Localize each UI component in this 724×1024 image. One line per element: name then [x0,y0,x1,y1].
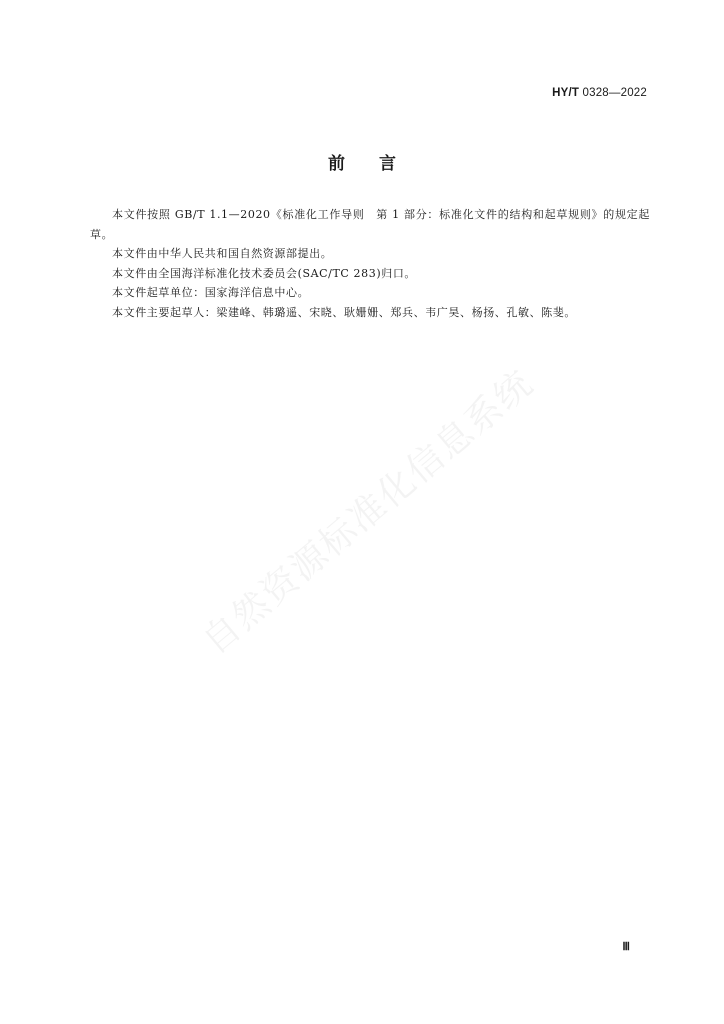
page-number: Ⅲ [622,941,630,953]
paragraph-drafting-rules: 本文件按照 GB/T 1.1—2020《标准化工作导则 第 1 部分：标准化文件的结构和起草规则》的规定起草。 [90,208,650,241]
page-title: 前言 [328,154,430,174]
standard-code [552,87,647,99]
paragraph-committee: 本文件由全国海洋标准化技术委员会(SAC/TC 283)归口。 [112,266,417,280]
paragraph-drafters: 本文件主要起草人：梁建峰、韩璐遥、宋晓、耿姗姗、郑兵、韦广昊、杨扬、孔敏、陈斐。 [112,305,576,319]
paragraph-proposer: 本文件由中华人民共和国自然资源部提出。 [112,247,333,260]
standard-code-number: 0328—2022 [579,87,647,99]
preface-body [90,205,650,322]
watermark: 自然资源标准化信息系统 [195,362,542,663]
standard-code-prefix: HY/T [552,87,580,99]
paragraph-drafting-unit: 本文件起草单位：国家海洋信息中心。 [112,286,310,299]
